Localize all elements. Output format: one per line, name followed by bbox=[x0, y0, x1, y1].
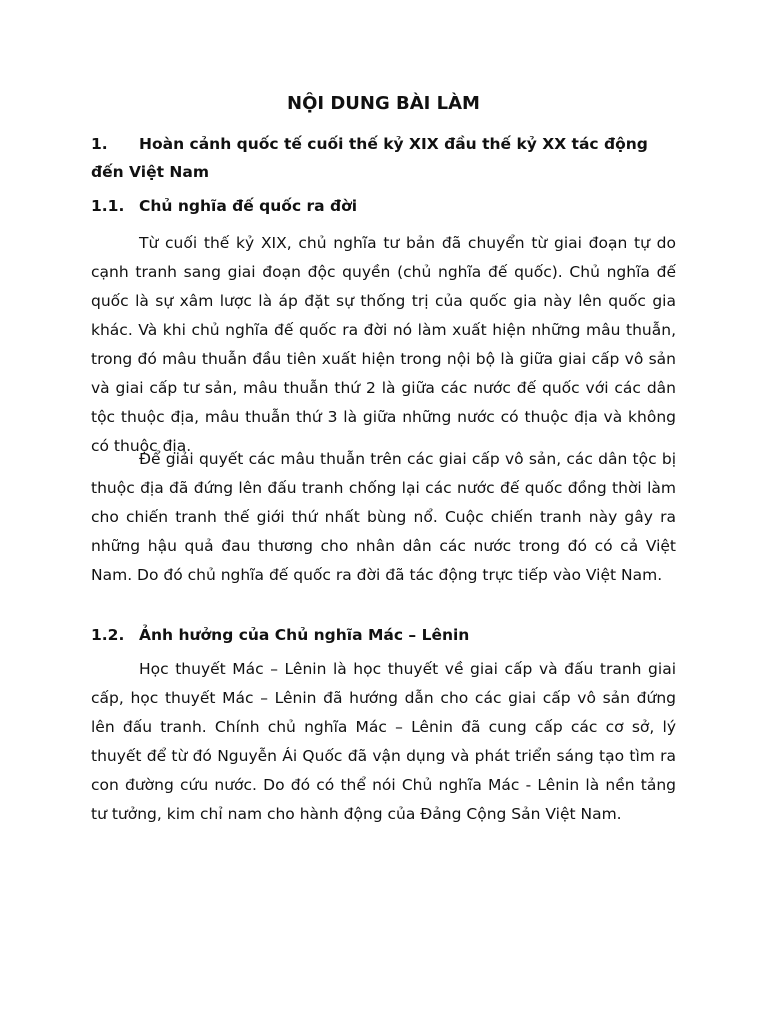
document-title: NỘI DUNG BÀI LÀM bbox=[287, 93, 480, 114]
paragraph-2: Để giải quyết các mâu thuẫn trên các giai cấp vô sản, các dân tộc bị thuộc địa đã đứng lên đấu tranh chống lại các nước đế quốc đồng thời làm cho chiến tranh thế giới thứ nhất bùng nổ. Cuộc chiến tranh này gây ra những hậu quả đau thương cho nhân dân các nước trong đó có cả Việt Nam. Do đó chủ nghĩa đế quốc ra đời đã tác động trực tiếp vào Việt Nam. bbox=[91, 450, 676, 584]
section-1-1-number: 1.1. bbox=[91, 197, 125, 215]
paragraph-3: Học thuyết Mác – Lênin là học thuyết về giai cấp và đấu tranh giai cấp, học thuyết Mác – Lênin đã hướng dẫn cho các giai cấp vô sản đứng lên đấu tranh. Chính chủ nghĩa Mác – Lênin đã cung cấp các cơ sở, lý thuyết để từ đó Nguyễn Ái Quốc đã vận dụng và phát triển sáng tạo tìm ra con đường cứu nước. Do đó có thể nói Chủ nghĩa Mác - Lênin là nền tảng tư tưởng, kim chỉ nam cho hành động của Đảng Cộng Sản Việt Nam. bbox=[91, 660, 676, 823]
section-1-2-number: 1.2. bbox=[91, 626, 125, 644]
section-1-number: 1. bbox=[91, 135, 108, 153]
section-1-1-heading bbox=[91, 192, 676, 220]
section-1-title: Hoàn cảnh quốc tế cuối thế kỷ XIX đầu thế kỷ XX tác động đến Việt Nam bbox=[91, 135, 648, 181]
paragraph-1: Từ cuối thế kỷ XIX, chủ nghĩa tư bản đã chuyển từ giai đoạn tự do cạnh tranh sang giai đoạn độc quyền (chủ nghĩa đế quốc). Chủ nghĩa đế quốc là sự xâm lược là áp đặt sự thống trị của quốc gia này lên quốc gia khác. Và khi chủ nghĩa đế quốc ra đời nó làm xuất hiện những mâu thuẫn, trong đó mâu thuẫn đầu tiên xuất hiện trong nội bộ là giữa giai cấp vô sản và giai cấp tư sản, mâu thuẫn thứ 2 là giữa các nước đế quốc với các dân tộc thuộc địa, mâu thuẫn thứ 3 là giữa những nước có thuộc địa và không có thuộc địa. bbox=[91, 234, 676, 455]
section-1-2-title: Ảnh hưởng của Chủ nghĩa Mác – Lênin bbox=[139, 626, 470, 644]
section-1-heading bbox=[91, 130, 676, 186]
section-1-1-title: Chủ nghĩa đế quốc ra đời bbox=[139, 197, 358, 215]
section-1-2-heading bbox=[91, 621, 676, 649]
